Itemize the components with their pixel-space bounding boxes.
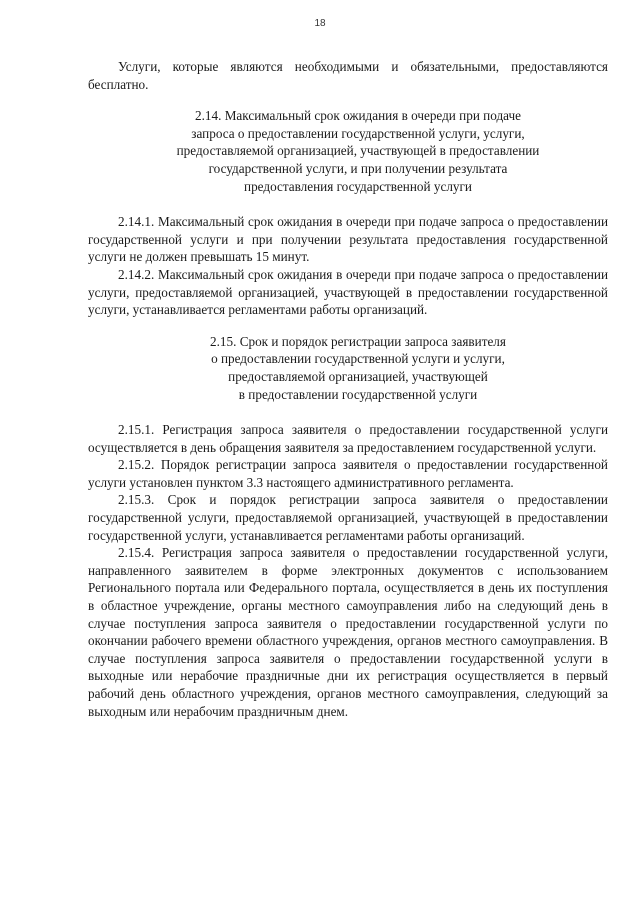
heading-line: запроса о предоставлении государственной услуги, услуги, bbox=[191, 125, 525, 141]
heading-line: 2.14. Максимальный срок ожидания в очереди при подаче bbox=[195, 108, 521, 124]
document-body bbox=[88, 58, 608, 720]
paragraph-2-15-4: 2.15.4. Регистрация запроса заявителя о предоставлении государственной услуги, направленного заявителем в форме электронных документов с использованием Регионального портала или Федерального портала, осуществляется в день их поступления в областное учреждение, органы местного самоуправления либо на следующий день в случае поступления запроса заявителя о предоставлении государственной услуги по окончании рабочего времени областного учреждения, органов местного самоуправления. В случае поступления запроса заявителя о предоставлении государственной услуги в выходные или нерабочие праздничные дни их регистрация осуществляется в первый рабочий день областного учреждения, органов местного самоуправления, следующий за выходным или нерабочим праздничным днем. bbox=[88, 545, 608, 719]
heading-line: в предоставлении государственной услуги bbox=[238, 386, 478, 402]
paragraph-2-15-1: 2.15.1. Регистрация запроса заявителя о предоставлении государственной услуги осуществляется в день обращения заявителя за предоставлением государственной услуги. bbox=[88, 422, 608, 455]
page-number: 18 bbox=[314, 18, 326, 29]
heading-2-14 bbox=[88, 107, 608, 195]
heading-line: предоставляемой организацией, участвующей bbox=[228, 368, 488, 384]
heading-line: предоставления государственной услуги bbox=[244, 178, 472, 194]
heading-2-15 bbox=[88, 333, 608, 403]
heading-line: 2.15. Срок и порядок регистрации запроса заявителя bbox=[210, 333, 506, 349]
paragraph-intro: Услуги, которые являются необходимыми и обязательными, предоставляются бесплатно. bbox=[88, 59, 608, 92]
heading-line: предоставляемой организацией, участвующей в предоставлении bbox=[176, 143, 540, 159]
paragraph-2-15-2: 2.15.2. Порядок регистрации запроса заявителя о предоставлении государственной услуги установлен пунктом 3.3 настоящего административного регламента. bbox=[88, 457, 608, 490]
paragraph-2-14-2: 2.14.2. Максимальный срок ожидания в очереди при подаче запроса о предоставлении услуги, предоставляемой организацией, участвующей в предоставлении государственной услуги, устанавливается регламентами работы организаций. bbox=[88, 266, 608, 318]
heading-line: государственной услуги, и при получении результата bbox=[208, 160, 508, 176]
paragraph-2-14-1: 2.14.1. Максимальный срок ожидания в очереди при подаче запроса о предоставлении государственной услуги и при получении результата предоставления государственной услуги не должен превышать 15 минут. bbox=[88, 214, 608, 265]
heading-line: о предоставлении государственной услуги и услуги, bbox=[211, 351, 505, 367]
paragraph-2-15-3: 2.15.3. Срок и порядок регистрации запроса заявителя о предоставлении государственной услуги, предоставляемой организацией, участвующей в предоставлении государственной услуги, устанавливается регламентами работы организаций. bbox=[88, 492, 608, 543]
